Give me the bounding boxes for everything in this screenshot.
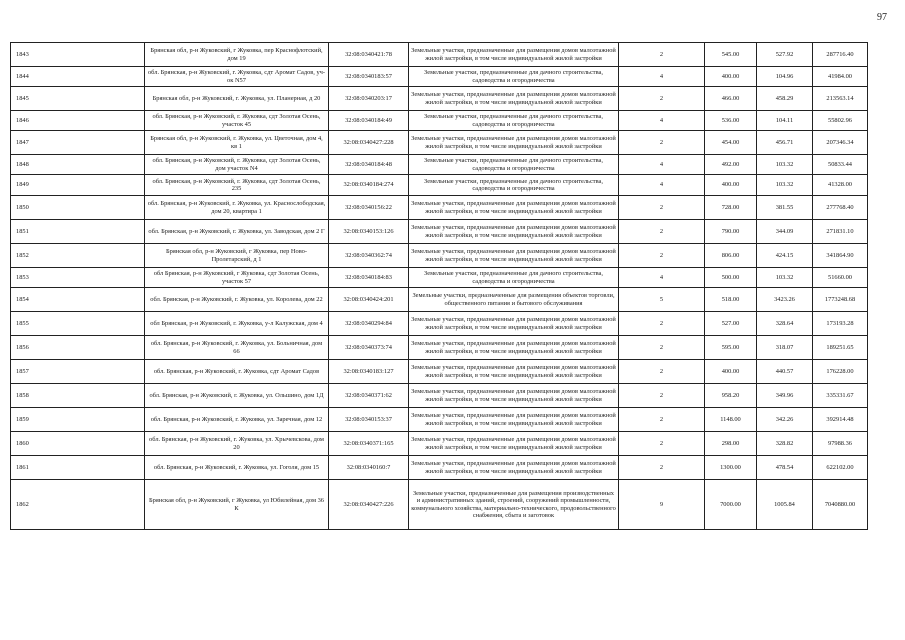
group-cell: 2 <box>619 196 705 220</box>
cadastral-number-cell: 32:08:0340184:274 <box>329 175 409 196</box>
address-cell: обл. Брянская, р-н Жуковский, г. Жуковка, сдт Аромат Садов, уч-ок N57 <box>145 67 329 87</box>
row-number: 1853 <box>11 268 145 288</box>
table-row <box>11 67 868 87</box>
table-row <box>11 288 868 312</box>
page-number: 97 <box>877 12 887 23</box>
table-row <box>11 408 868 432</box>
land-use-cell: Земельные участки, предназначенные для дачного строительства, садоводства и огородничества <box>409 111 619 131</box>
cadastral-number-cell: 32:08:0340373:74 <box>329 336 409 360</box>
cadastral-number-cell: 32:08:0340184:48 <box>329 155 409 175</box>
specific-value-cell: 1005.84 <box>757 480 813 530</box>
land-use-cell: Земельные участки, предназначенные для размещения домов малоэтажной жилой застройки, в том числе индивидуальной жилой застройки <box>409 408 619 432</box>
land-use-cell: Земельные участки, предназначенные для размещения домов малоэтажной жилой застройки, в том числе индивидуальной жилой застройки <box>409 456 619 480</box>
land-use-cell: Земельные участки, предназначенные для размещения домов малоэтажной жилой застройки, в том числе индивидуальной жилой застройки <box>409 220 619 244</box>
row-number: 1856 <box>11 336 145 360</box>
cadastral-value-cell: 335331.67 <box>813 384 868 408</box>
row-number: 1843 <box>11 43 145 67</box>
table-row <box>11 175 868 196</box>
group-cell: 2 <box>619 408 705 432</box>
cadastral-number-cell: 32:08:0340424:201 <box>329 288 409 312</box>
specific-value-cell: 104.96 <box>757 67 813 87</box>
cadastral-value-cell: 287716.40 <box>813 43 868 67</box>
group-cell: 2 <box>619 432 705 456</box>
land-use-cell: Земельные участки, предназначенные для размещения домов малоэтажной жилой застройки, в том числе индивидуальной жилой застройки <box>409 43 619 67</box>
group-cell: 2 <box>619 43 705 67</box>
table-body <box>11 43 868 530</box>
group-cell: 2 <box>619 336 705 360</box>
area-cell: 536.00 <box>705 111 757 131</box>
table-row <box>11 87 868 111</box>
table-row <box>11 384 868 408</box>
specific-value-cell: 103.32 <box>757 175 813 196</box>
table-row <box>11 244 868 268</box>
land-use-cell: Земельные участки, предназначенные для размещения домов малоэтажной жилой застройки, в том числе индивидуальной жилой застройки <box>409 384 619 408</box>
area-cell: 400.00 <box>705 67 757 87</box>
address-cell: Брянская обл, р-н Жуковский, г Жуковка, пер Краснофлотский, дом 19 <box>145 43 329 67</box>
cadastral-number-cell: 32:08:0340371:62 <box>329 384 409 408</box>
address-cell: Брянская обл, р-н Жуковский, г Жуковка, пер Ново-Пролетарский, д 1 <box>145 244 329 268</box>
cadastral-number-cell: 32:08:0340184:83 <box>329 268 409 288</box>
row-number: 1848 <box>11 155 145 175</box>
specific-value-cell: 328.64 <box>757 312 813 336</box>
group-cell: 9 <box>619 480 705 530</box>
table-row <box>11 155 868 175</box>
cadastral-value-cell: 271831.10 <box>813 220 868 244</box>
cadastral-value-table <box>10 42 868 530</box>
land-use-cell: Земельные участки, предназначенные для дачного строительства, садоводства и огородничества <box>409 268 619 288</box>
cadastral-number-cell: 32:08:0340156:22 <box>329 196 409 220</box>
address-cell: обл Брянская, р-н Жуковский, г. Жуковка, у-л Калужская, дом 4 <box>145 312 329 336</box>
row-number: 1855 <box>11 312 145 336</box>
area-cell: 958.20 <box>705 384 757 408</box>
cadastral-value-cell: 213563.14 <box>813 87 868 111</box>
cadastral-value-cell: 622102.00 <box>813 456 868 480</box>
cadastral-number-cell: 32:08:0340183:57 <box>329 67 409 87</box>
cadastral-value-cell: 51660.00 <box>813 268 868 288</box>
cadastral-value-cell: 207346.34 <box>813 131 868 155</box>
cadastral-number-cell: 32:08:0340427:228 <box>329 131 409 155</box>
cadastral-value-cell: 7040880.00 <box>813 480 868 530</box>
address-cell: обл. Брянская, р-н Жуковский, г. Жуковка, ул. Королева, дом 22 <box>145 288 329 312</box>
cadastral-value-cell: 176228.00 <box>813 360 868 384</box>
group-cell: 2 <box>619 131 705 155</box>
area-cell: 1300.00 <box>705 456 757 480</box>
land-use-cell: Земельные участки, предназначенные для размещения домов малоэтажной жилой застройки, в том числе индивидуальной жилой застройки <box>409 131 619 155</box>
area-cell: 466.00 <box>705 87 757 111</box>
row-number: 1861 <box>11 456 145 480</box>
specific-value-cell: 344.09 <box>757 220 813 244</box>
row-number: 1859 <box>11 408 145 432</box>
area-cell: 806.00 <box>705 244 757 268</box>
group-cell: 2 <box>619 384 705 408</box>
area-cell: 454.00 <box>705 131 757 155</box>
area-cell: 1148.00 <box>705 408 757 432</box>
cadastral-number-cell: 32:08:0340203:17 <box>329 87 409 111</box>
row-number: 1854 <box>11 288 145 312</box>
table-row <box>11 336 868 360</box>
land-use-cell: Земельные участки, предназначенные для размещения объектов торговли, общественного питания и бытового обслуживания <box>409 288 619 312</box>
group-cell: 2 <box>619 360 705 384</box>
cadastral-value-cell: 1773248.68 <box>813 288 868 312</box>
cadastral-number-cell: 32:08:0340427:226 <box>329 480 409 530</box>
cadastral-number-cell: 32:08:0340371:165 <box>329 432 409 456</box>
area-cell: 492.00 <box>705 155 757 175</box>
group-cell: 4 <box>619 175 705 196</box>
cadastral-number-cell: 32:08:0340294:84 <box>329 312 409 336</box>
specific-value-cell: 527.92 <box>757 43 813 67</box>
land-use-cell: Земельные участки, предназначенные для размещения домов малоэтажной жилой застройки, в том числе индивидуальной жилой застройки <box>409 196 619 220</box>
cadastral-number-cell: 32:08:0340183:127 <box>329 360 409 384</box>
specific-value-cell: 318.07 <box>757 336 813 360</box>
specific-value-cell: 103.32 <box>757 155 813 175</box>
cadastral-value-cell: 50833.44 <box>813 155 868 175</box>
cadastral-value-cell: 97988.36 <box>813 432 868 456</box>
address-cell: обл Брянская, р-н Жуковский, г Жуковка, сдт Золотая Осень, участок 57 <box>145 268 329 288</box>
table-row <box>11 43 868 67</box>
table-row <box>11 480 868 530</box>
land-use-cell: Земельные участки, предназначенные для дачного строительства, садоводства и огородничества <box>409 175 619 196</box>
address-cell: обл. Брянская, р-н Жуковский, г. Жуковка, ул. Хрычевскова, дом 20 <box>145 432 329 456</box>
cadastral-value-cell: 341864.90 <box>813 244 868 268</box>
cadastral-number-cell: 32:08:0340421:78 <box>329 43 409 67</box>
group-cell: 2 <box>619 244 705 268</box>
land-use-cell: Земельные участки, предназначенные для размещения производственных и административных зданий, строений, сооружений промышленности, коммунального хозяйства, материально-технического, продовольственного снабжения, сбыта и заготовок <box>409 480 619 530</box>
address-cell: Брянская обл, р-н Жуковский, г. Жуковка, ул. Цветочная, дом 4, кв 1 <box>145 131 329 155</box>
group-cell: 4 <box>619 268 705 288</box>
address-cell: Брянская обл, р-н Жуковский, г Жуковка, ул Юбилейная, дом 36 К <box>145 480 329 530</box>
group-cell: 2 <box>619 220 705 244</box>
group-cell: 2 <box>619 87 705 111</box>
address-cell: обл. Брянская, р-н Жуковский, г. Жуковка, ул. Гоголя, дом 15 <box>145 456 329 480</box>
area-cell: 500.00 <box>705 268 757 288</box>
cadastral-value-cell: 392914.48 <box>813 408 868 432</box>
table-row <box>11 111 868 131</box>
group-cell: 4 <box>619 111 705 131</box>
land-use-cell: Земельные участки, предназначенные для дачного строительства, садоводства и огородничества <box>409 155 619 175</box>
group-cell: 2 <box>619 456 705 480</box>
row-number: 1846 <box>11 111 145 131</box>
address-cell: обл. Брянская, р-н Жуковский, г. Жуковка, сдт Аромат Садов <box>145 360 329 384</box>
cadastral-number-cell: 32:08:0340160:7 <box>329 456 409 480</box>
land-use-cell: Земельные участки, предназначенные для размещения домов малоэтажной жилой застройки, в том числе индивидуальной жилой застройки <box>409 432 619 456</box>
land-use-cell: Земельные участки, предназначенные для размещения домов малоэтажной жилой застройки, в том числе индивидуальной жилой застройки <box>409 312 619 336</box>
specific-value-cell: 342.26 <box>757 408 813 432</box>
area-cell: 400.00 <box>705 175 757 196</box>
area-cell: 545.00 <box>705 43 757 67</box>
cadastral-value-cell: 41984.00 <box>813 67 868 87</box>
land-use-cell: Земельные участки, предназначенные для дачного строительства, садоводства и огородничества <box>409 67 619 87</box>
area-cell: 400.00 <box>705 360 757 384</box>
table-row <box>11 131 868 155</box>
area-cell: 790.00 <box>705 220 757 244</box>
area-cell: 7000.00 <box>705 480 757 530</box>
group-cell: 2 <box>619 312 705 336</box>
row-number: 1860 <box>11 432 145 456</box>
cadastral-value-cell: 277768.40 <box>813 196 868 220</box>
table-row <box>11 196 868 220</box>
row-number: 1851 <box>11 220 145 244</box>
land-use-cell: Земельные участки, предназначенные для размещения домов малоэтажной жилой застройки, в том числе индивидуальной жилой застройки <box>409 244 619 268</box>
specific-value-cell: 103.32 <box>757 268 813 288</box>
address-cell: обл. Брянская, р-н Жуковский, г. Жуковка, сдт Золотая Осень, участок 45 <box>145 111 329 131</box>
cadastral-number-cell: 32:08:0340362:74 <box>329 244 409 268</box>
area-cell: 527.00 <box>705 312 757 336</box>
row-number: 1852 <box>11 244 145 268</box>
cadastral-value-cell: 55802.96 <box>813 111 868 131</box>
specific-value-cell: 104.11 <box>757 111 813 131</box>
row-number: 1857 <box>11 360 145 384</box>
row-number: 1858 <box>11 384 145 408</box>
address-cell: обл. Брянская, р-н Жуковский, г. Жуковка, ул. Ольшино, дом 1Д <box>145 384 329 408</box>
land-use-cell: Земельные участки, предназначенные для размещения домов малоэтажной жилой застройки, в том числе индивидуальной жилой застройки <box>409 360 619 384</box>
address-cell: обл. Брянская, р-н Жуковский, г. Жуковка, сдт Золотая Осень, дом участок N4 <box>145 155 329 175</box>
area-cell: 298.00 <box>705 432 757 456</box>
table-row <box>11 312 868 336</box>
cadastral-number-cell: 32:08:0340153:37 <box>329 408 409 432</box>
area-cell: 518.00 <box>705 288 757 312</box>
area-cell: 595.00 <box>705 336 757 360</box>
group-cell: 5 <box>619 288 705 312</box>
area-cell: 728.00 <box>705 196 757 220</box>
cadastral-number-cell: 32:08:0340184:49 <box>329 111 409 131</box>
table-row <box>11 456 868 480</box>
row-number: 1845 <box>11 87 145 111</box>
table-row <box>11 220 868 244</box>
land-use-cell: Земельные участки, предназначенные для размещения домов малоэтажной жилой застройки, в том числе индивидуальной жилой застройки <box>409 87 619 111</box>
land-use-cell: Земельные участки, предназначенные для размещения домов малоэтажной жилой застройки, в том числе индивидуальной жилой застройки <box>409 336 619 360</box>
address-cell: обл. Брянская, р-н Жуковский, г. Жуковка, ул. Заречная, дом 12 <box>145 408 329 432</box>
group-cell: 4 <box>619 155 705 175</box>
specific-value-cell: 440.57 <box>757 360 813 384</box>
specific-value-cell: 381.55 <box>757 196 813 220</box>
cadastral-value-cell: 41328.00 <box>813 175 868 196</box>
specific-value-cell: 458.29 <box>757 87 813 111</box>
address-cell: обл. Брянская, р-н Жуковский, г. Жуковка, ул. Заводская, дом 2 Г <box>145 220 329 244</box>
cadastral-number-cell: 32:08:0340153:126 <box>329 220 409 244</box>
cadastral-value-cell: 173193.28 <box>813 312 868 336</box>
row-number: 1844 <box>11 67 145 87</box>
cadastral-value-cell: 189251.65 <box>813 336 868 360</box>
table-row <box>11 432 868 456</box>
specific-value-cell: 3423.26 <box>757 288 813 312</box>
table-row <box>11 268 868 288</box>
specific-value-cell: 349.96 <box>757 384 813 408</box>
address-cell: обл. Брянская, р-н Жуковский, г. Жуковка, ул. Больничная, дом 66 <box>145 336 329 360</box>
row-number: 1862 <box>11 480 145 530</box>
specific-value-cell: 328.82 <box>757 432 813 456</box>
address-cell: обл. Брянская, р-н Жуковский, г. Жуковка, сдт Золотая Осень, 235 <box>145 175 329 196</box>
address-cell: Брянская обл, р-н Жуковский, г. Жуковка, ул. Планерная, д 20 <box>145 87 329 111</box>
group-cell: 4 <box>619 67 705 87</box>
address-cell: обл. Брянская, р-н Жуковский, г. Жуковка, ул. Краснослободская, дом 20, квартира 1 <box>145 196 329 220</box>
specific-value-cell: 478.54 <box>757 456 813 480</box>
table-row <box>11 360 868 384</box>
row-number: 1849 <box>11 175 145 196</box>
specific-value-cell: 424.15 <box>757 244 813 268</box>
row-number: 1850 <box>11 196 145 220</box>
row-number: 1847 <box>11 131 145 155</box>
specific-value-cell: 456.71 <box>757 131 813 155</box>
